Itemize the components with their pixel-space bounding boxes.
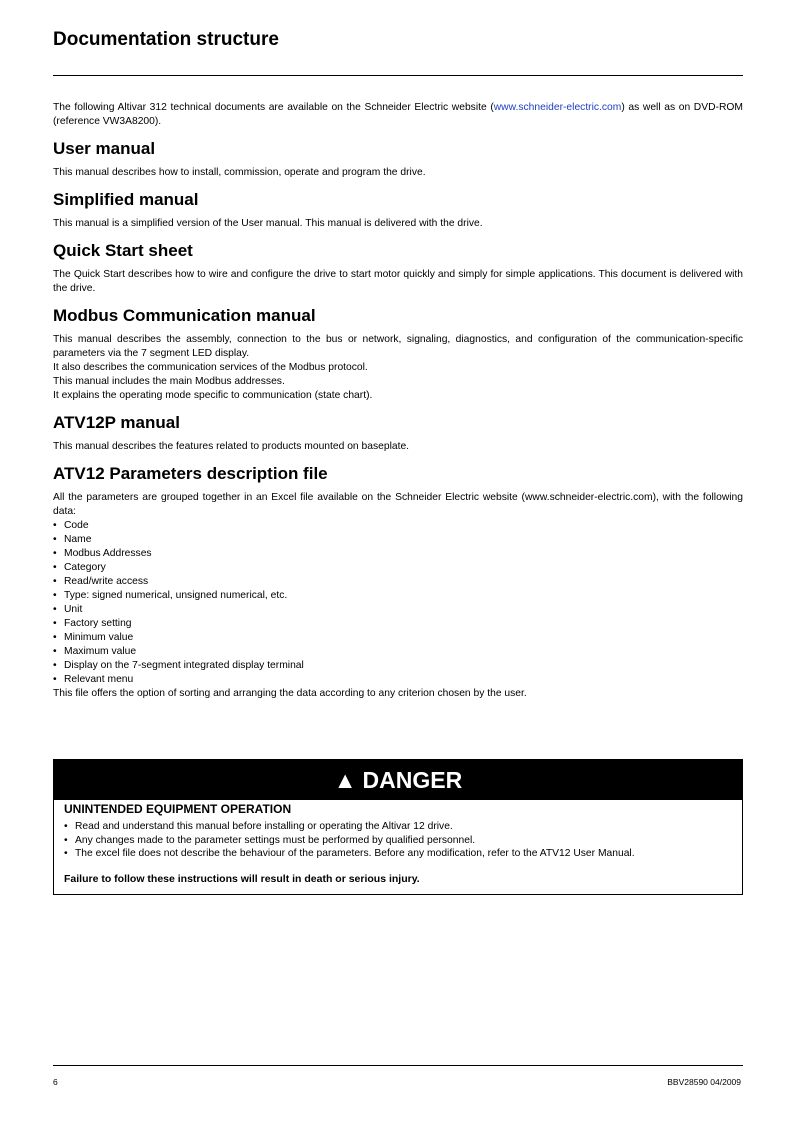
list-item: • Unit <box>53 603 743 617</box>
list-item: • The excel file does not describe the behaviour of the parameters. Before any modification, refer to the ATV12 User Manual. <box>64 847 732 861</box>
modbus-line: It explains the operating mode specific to communication (state chart). <box>53 390 373 401</box>
list-item: • Category <box>53 561 743 575</box>
section-body-simplified-manual: This manual is a simplified version of the User manual. This manual is delivered with the drive. <box>53 218 483 229</box>
section-title-quick-start: Quick Start sheet <box>53 241 193 260</box>
warning-triangle-icon: ▲ <box>333 766 357 793</box>
list-item: • Type: signed numerical, unsigned numerical, etc. <box>53 589 743 603</box>
modbus-line: This manual includes the main Modbus addresses. <box>53 376 285 387</box>
section-title-parameters-file: ATV12 Parameters description file <box>53 464 328 483</box>
page-number: 6 <box>53 1077 58 1087</box>
list-item: • Name <box>53 533 743 547</box>
list-item: • Factory setting <box>53 617 743 631</box>
footer-divider <box>53 1065 743 1066</box>
intro-paragraph <box>53 101 743 129</box>
modbus-line: It also describes the communication services of the Modbus protocol. <box>53 362 368 373</box>
danger-safety-box <box>53 759 743 895</box>
list-item: • Any changes made to the parameter settings must be performed by qualified personnel. <box>64 834 732 848</box>
section-title-simplified-manual: Simplified manual <box>53 190 199 209</box>
danger-list <box>64 820 732 861</box>
section-title-modbus: Modbus Communication manual <box>53 306 316 325</box>
list-item: • Read and understand this manual before installing or operating the Altivar 12 drive. <box>64 820 732 834</box>
document-reference: BBV28590 04/2009 <box>667 1077 741 1087</box>
website-link[interactable]: www.schneider-electric.com <box>493 102 622 113</box>
section-title-user-manual: User manual <box>53 139 156 158</box>
danger-label: DANGER <box>362 766 463 793</box>
list-item: • Modbus Addresses <box>53 547 743 561</box>
list-item: • Maximum value <box>53 645 743 659</box>
section-body-user-manual: This manual describes how to install, commission, operate and program the drive. <box>53 167 426 178</box>
main-content <box>53 101 743 701</box>
modbus-line: This manual describes the assembly, connection to the bus or network, signaling, diagnostics, and configuration of the communication-specific parameters via the 7 segment LED display. <box>53 334 743 359</box>
danger-heading: UNINTENDED EQUIPMENT OPERATION <box>64 802 292 816</box>
section-title-atv12p: ATV12P manual <box>53 413 180 432</box>
page-title: Documentation structure <box>53 29 279 50</box>
parameters-outro: This file offers the option of sorting and arranging the data according to any criterion chosen by the user. <box>53 688 527 699</box>
intro-text-before: The following Altivar 312 technical documents are available on the Schneider Electric website ( <box>53 102 494 113</box>
parameters-intro: All the parameters are grouped together in an Excel file available on the Schneider Electric website (www.schneider-electric.com), with the following data: <box>53 492 743 517</box>
parameters-list <box>53 519 743 687</box>
list-item: • Minimum value <box>53 631 743 645</box>
danger-consequence: Failure to follow these instructions will result in death or serious injury. <box>64 872 420 885</box>
list-item: • Display on the 7-segment integrated display terminal <box>53 659 743 673</box>
header-divider <box>53 75 743 76</box>
danger-banner <box>54 760 742 800</box>
danger-body <box>54 800 742 886</box>
list-item: • Read/write access <box>53 575 743 589</box>
section-body-atv12p: This manual describes the features related to products mounted on baseplate. <box>53 441 410 452</box>
intro-text-after: ) as well as on DVD-ROM (reference VW3A8200). <box>53 102 743 127</box>
section-body-quick-start: The Quick Start describes how to wire and configure the drive to start motor quickly and simply for simple applications. This document is delivered with the drive. <box>53 269 743 294</box>
list-item: • Code <box>53 519 743 533</box>
list-item: • Relevant menu <box>53 673 743 687</box>
